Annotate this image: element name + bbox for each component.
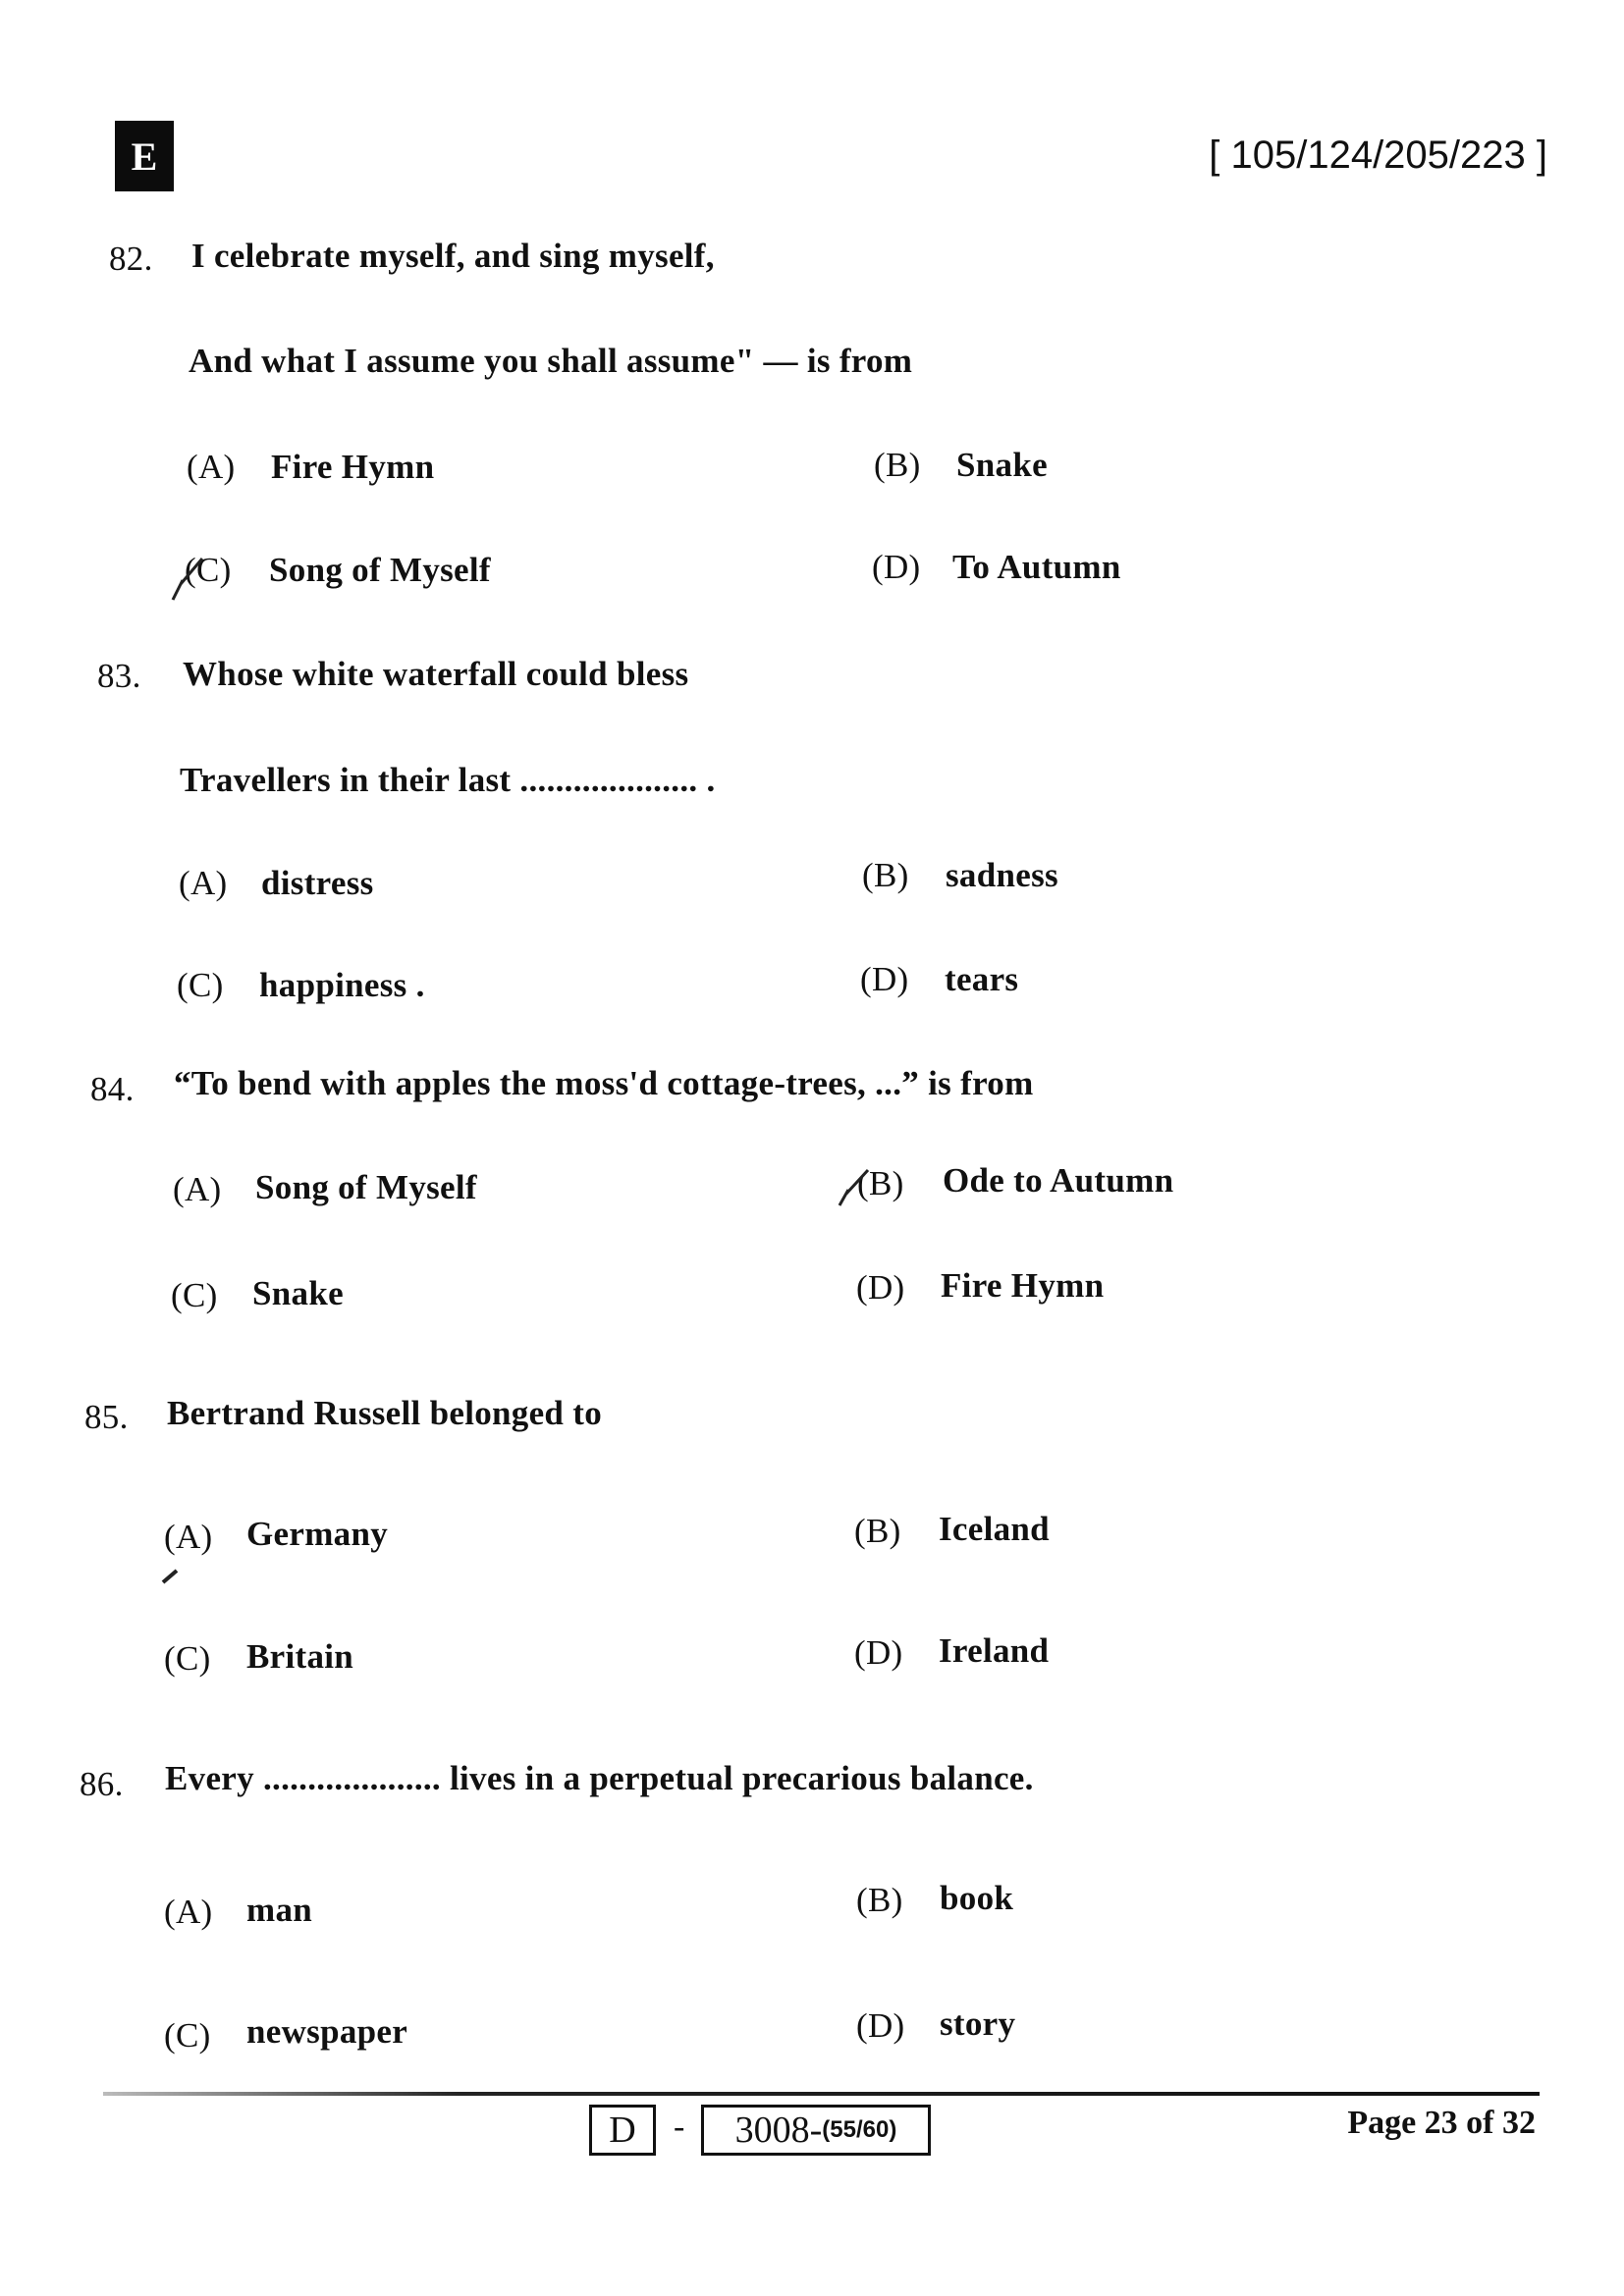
footer-divider <box>103 2092 1540 2096</box>
option-text: man <box>246 1891 313 1929</box>
option-label: (C) <box>171 1276 218 1314</box>
option-label: (D) <box>856 1268 905 1307</box>
option-text: book <box>940 1879 1014 1917</box>
booklet-code: 3008- <box>734 2109 823 2151</box>
option-text: Ireland <box>939 1631 1050 1670</box>
booklet-code-suffix: (55/60) <box>822 2116 897 2143</box>
tick-mark-icon <box>837 1166 876 1209</box>
question-number: 84. <box>90 1070 135 1108</box>
option-label: (A) <box>164 1893 213 1931</box>
option-text: Song of Myself <box>255 1168 477 1206</box>
question-text: Travellers in their last .................... . <box>180 761 716 799</box>
option-text: Snake <box>956 446 1048 484</box>
option-text: Britain <box>246 1637 354 1676</box>
option-text: tears <box>945 960 1019 998</box>
option-label: (B) <box>862 856 909 894</box>
option-text: newspaper <box>246 2012 408 2051</box>
question-text: Whose white waterfall could bless <box>183 655 689 693</box>
set-code-box: D <box>589 2105 656 2156</box>
question-text: I celebrate myself, and sing myself, <box>191 237 715 275</box>
option-text: Fire Hymn <box>271 448 435 486</box>
option-label: (A) <box>164 1518 213 1556</box>
question-text: And what I assume you shall assume" — is from <box>189 342 913 380</box>
series-badge: E <box>115 121 174 191</box>
tick-mark-icon <box>169 555 208 604</box>
question-number: 86. <box>80 1765 124 1803</box>
option-label: (A) <box>173 1170 222 1208</box>
option-label: (A) <box>179 864 228 902</box>
option-text: happiness . <box>259 966 425 1004</box>
option-text: To Autumn <box>952 548 1121 586</box>
option-label: (C) <box>164 1639 211 1678</box>
option-label: (D) <box>854 1633 903 1672</box>
option-text: Song of Myself <box>269 551 491 589</box>
option-label: (C) <box>185 551 232 589</box>
tick-mark-icon <box>161 1567 181 1584</box>
question-number: 82. <box>109 240 153 278</box>
option-text: distress <box>261 864 374 902</box>
option-label: (B) <box>857 1164 904 1202</box>
option-label: (D) <box>860 960 909 998</box>
option-label: (C) <box>177 966 224 1004</box>
question-text: “To bend with apples the moss'd cottage-trees, ...” is from <box>174 1064 1034 1102</box>
option-label: (D) <box>872 548 921 586</box>
option-text: Fire Hymn <box>941 1266 1105 1305</box>
question-number: 85. <box>84 1398 129 1436</box>
option-label: (B) <box>874 446 921 484</box>
question-text: Bertrand Russell belonged to <box>167 1394 602 1432</box>
option-label: (C) <box>164 2016 211 2055</box>
option-text: sadness <box>946 856 1058 894</box>
page-number: Page 23 of 32 <box>1347 2105 1536 2141</box>
question-number: 83. <box>97 657 141 695</box>
option-text: Germany <box>246 1515 389 1553</box>
option-text: Ode to Autumn <box>943 1161 1174 1200</box>
option-label: (D) <box>856 2006 905 2045</box>
option-label: (A) <box>187 448 236 486</box>
option-label: (B) <box>854 1512 901 1550</box>
option-label: (B) <box>856 1881 903 1919</box>
option-text: Iceland <box>939 1510 1050 1548</box>
option-text: story <box>940 2004 1016 2043</box>
option-text: Snake <box>252 1274 344 1312</box>
paper-code: [ 105/124/205/223 ] <box>1209 133 1547 177</box>
question-text: Every .................... lives in a perpetual precarious balance. <box>165 1759 1034 1797</box>
booklet-code-box <box>701 2105 931 2156</box>
footer-dash: - <box>674 2109 685 2145</box>
